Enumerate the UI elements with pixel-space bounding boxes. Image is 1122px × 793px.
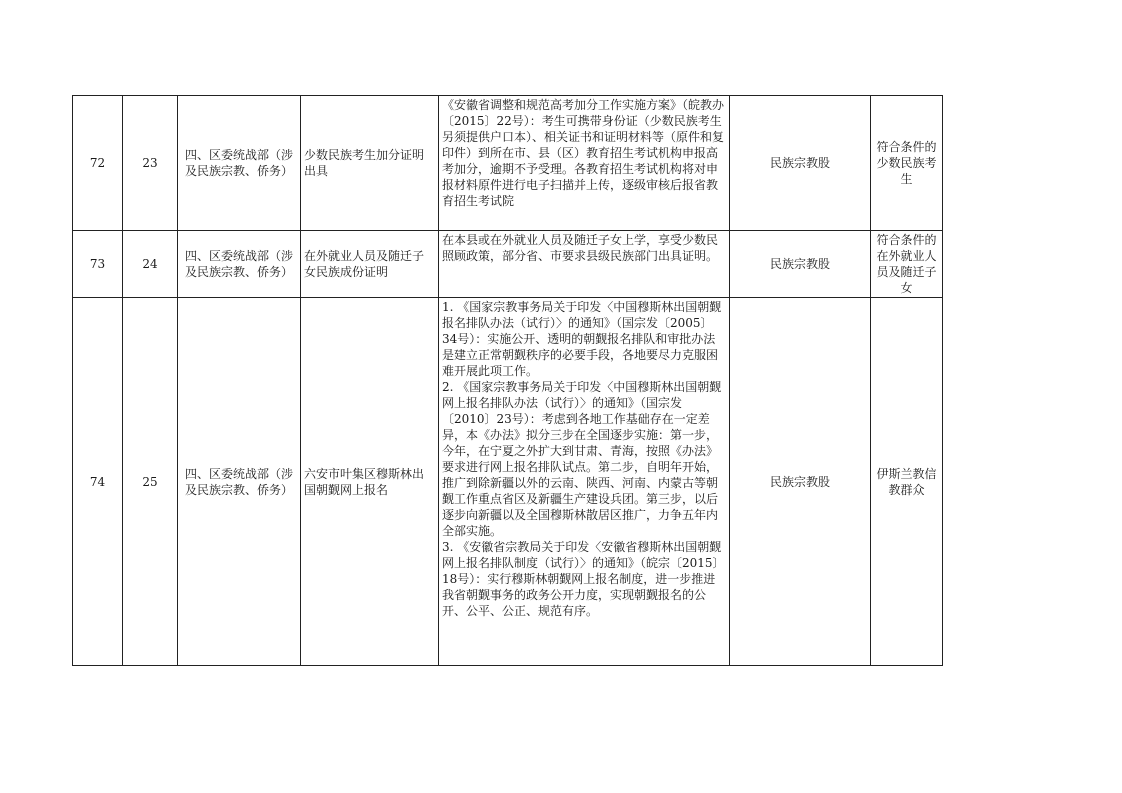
item-name-cell: 在外就业人员及随迁子女民族成份证明: [301, 231, 439, 298]
target-cell: 符合条件的少数民族考生: [871, 96, 943, 231]
item-number-cell: 24: [123, 231, 178, 298]
basis-cell: [439, 231, 730, 298]
table-row: [73, 96, 943, 231]
department-cell: 四、区委统战部（涉及民族宗教、侨务）: [178, 231, 301, 298]
table-row: [73, 231, 943, 298]
item-name-cell: 少数民族考生加分证明出具: [301, 96, 439, 231]
seq-cell: 72: [73, 96, 123, 231]
basis-paragraph: 1. 《国家宗教事务局关于印发〈中国穆斯林出国朝觐报名排队办法（试行）〉的通知》（国宗发〔2005〕34号）：实施公开、透明的朝觐报名排队和审批办法是建立正常朝觐秩序的必要手段，各地要尽力克服困难开展此项工作。: [442, 300, 722, 378]
target-cell: 伊斯兰教信教群众: [871, 298, 943, 666]
basis-paragraph: 3. 《安徽省宗教局关于印发〈安徽省穆斯林出国朝觐网上报名排队制度（试行）〉的通知》（皖宗〔2015〕18号）：实行穆斯林朝觐网上报名制度，进一步推进我省朝觐事务的政务公开力度，实现朝觐报名的公开、公平、公正、规范有序。: [442, 540, 725, 618]
basis-paragraph: 2. 《国家宗教事务局关于印发〈中国穆斯林出国朝觐网上报名排队办法（试行）〉的通知》（国宗发〔2010〕23号）：考虑到各地工作基础存在一定差异，本《办法》拟分三步在全国逐步实施：第一步，今年，在宁夏之外扩大到甘肃、青海，按照《办法》要求进行网上报名排队试点。第二步，自明年开始，推广到除新疆以外的云南、陕西、河南、内蒙古等朝觐工作重点省区及新疆生产建设兵团。第三步，以后逐步向新疆以及全国穆斯林散居区推广，力争五年内全部实施。: [442, 380, 722, 538]
office-cell: 民族宗教股: [730, 298, 871, 666]
department-cell: 四、区委统战部（涉及民族宗教、侨务）: [178, 96, 301, 231]
seq-cell: 74: [73, 298, 123, 666]
seq-cell: 73: [73, 231, 123, 298]
basis-paragraph: 《安徽省调整和规范高考加分工作实施方案》（皖教办〔2015〕22号）：考生可携带身份证（少数民族考生另须提供户口本）、相关证书和证明材料等（原件和复印件）到所在市、县（区）教育招生考试机构申报高考加分，逾期不予受理。各教育招生考试机构将对申报材料原件进行电子扫描并上传，逐级审核后报省教育招生考试院: [442, 98, 725, 208]
office-cell: 民族宗教股: [730, 96, 871, 231]
item-number-cell: 25: [123, 298, 178, 666]
office-cell: 民族宗教股: [730, 231, 871, 298]
department-cell: 四、区委统战部（涉及民族宗教、侨务）: [178, 298, 301, 666]
basis-paragraph: 在本县或在外就业人员及随迁子女上学，享受少数民照顾政策，部分省、市要求县级民族部门出具证明。: [442, 233, 719, 263]
target-cell: 符合条件的在外就业人员及随迁子女: [871, 231, 943, 298]
service-table: [72, 95, 943, 666]
table-row: [73, 298, 943, 666]
item-name-cell: 六安市叶集区穆斯林出国朝觐网上报名: [301, 298, 439, 666]
basis-cell: [439, 96, 730, 231]
item-number-cell: 23: [123, 96, 178, 231]
basis-cell: [439, 298, 730, 666]
